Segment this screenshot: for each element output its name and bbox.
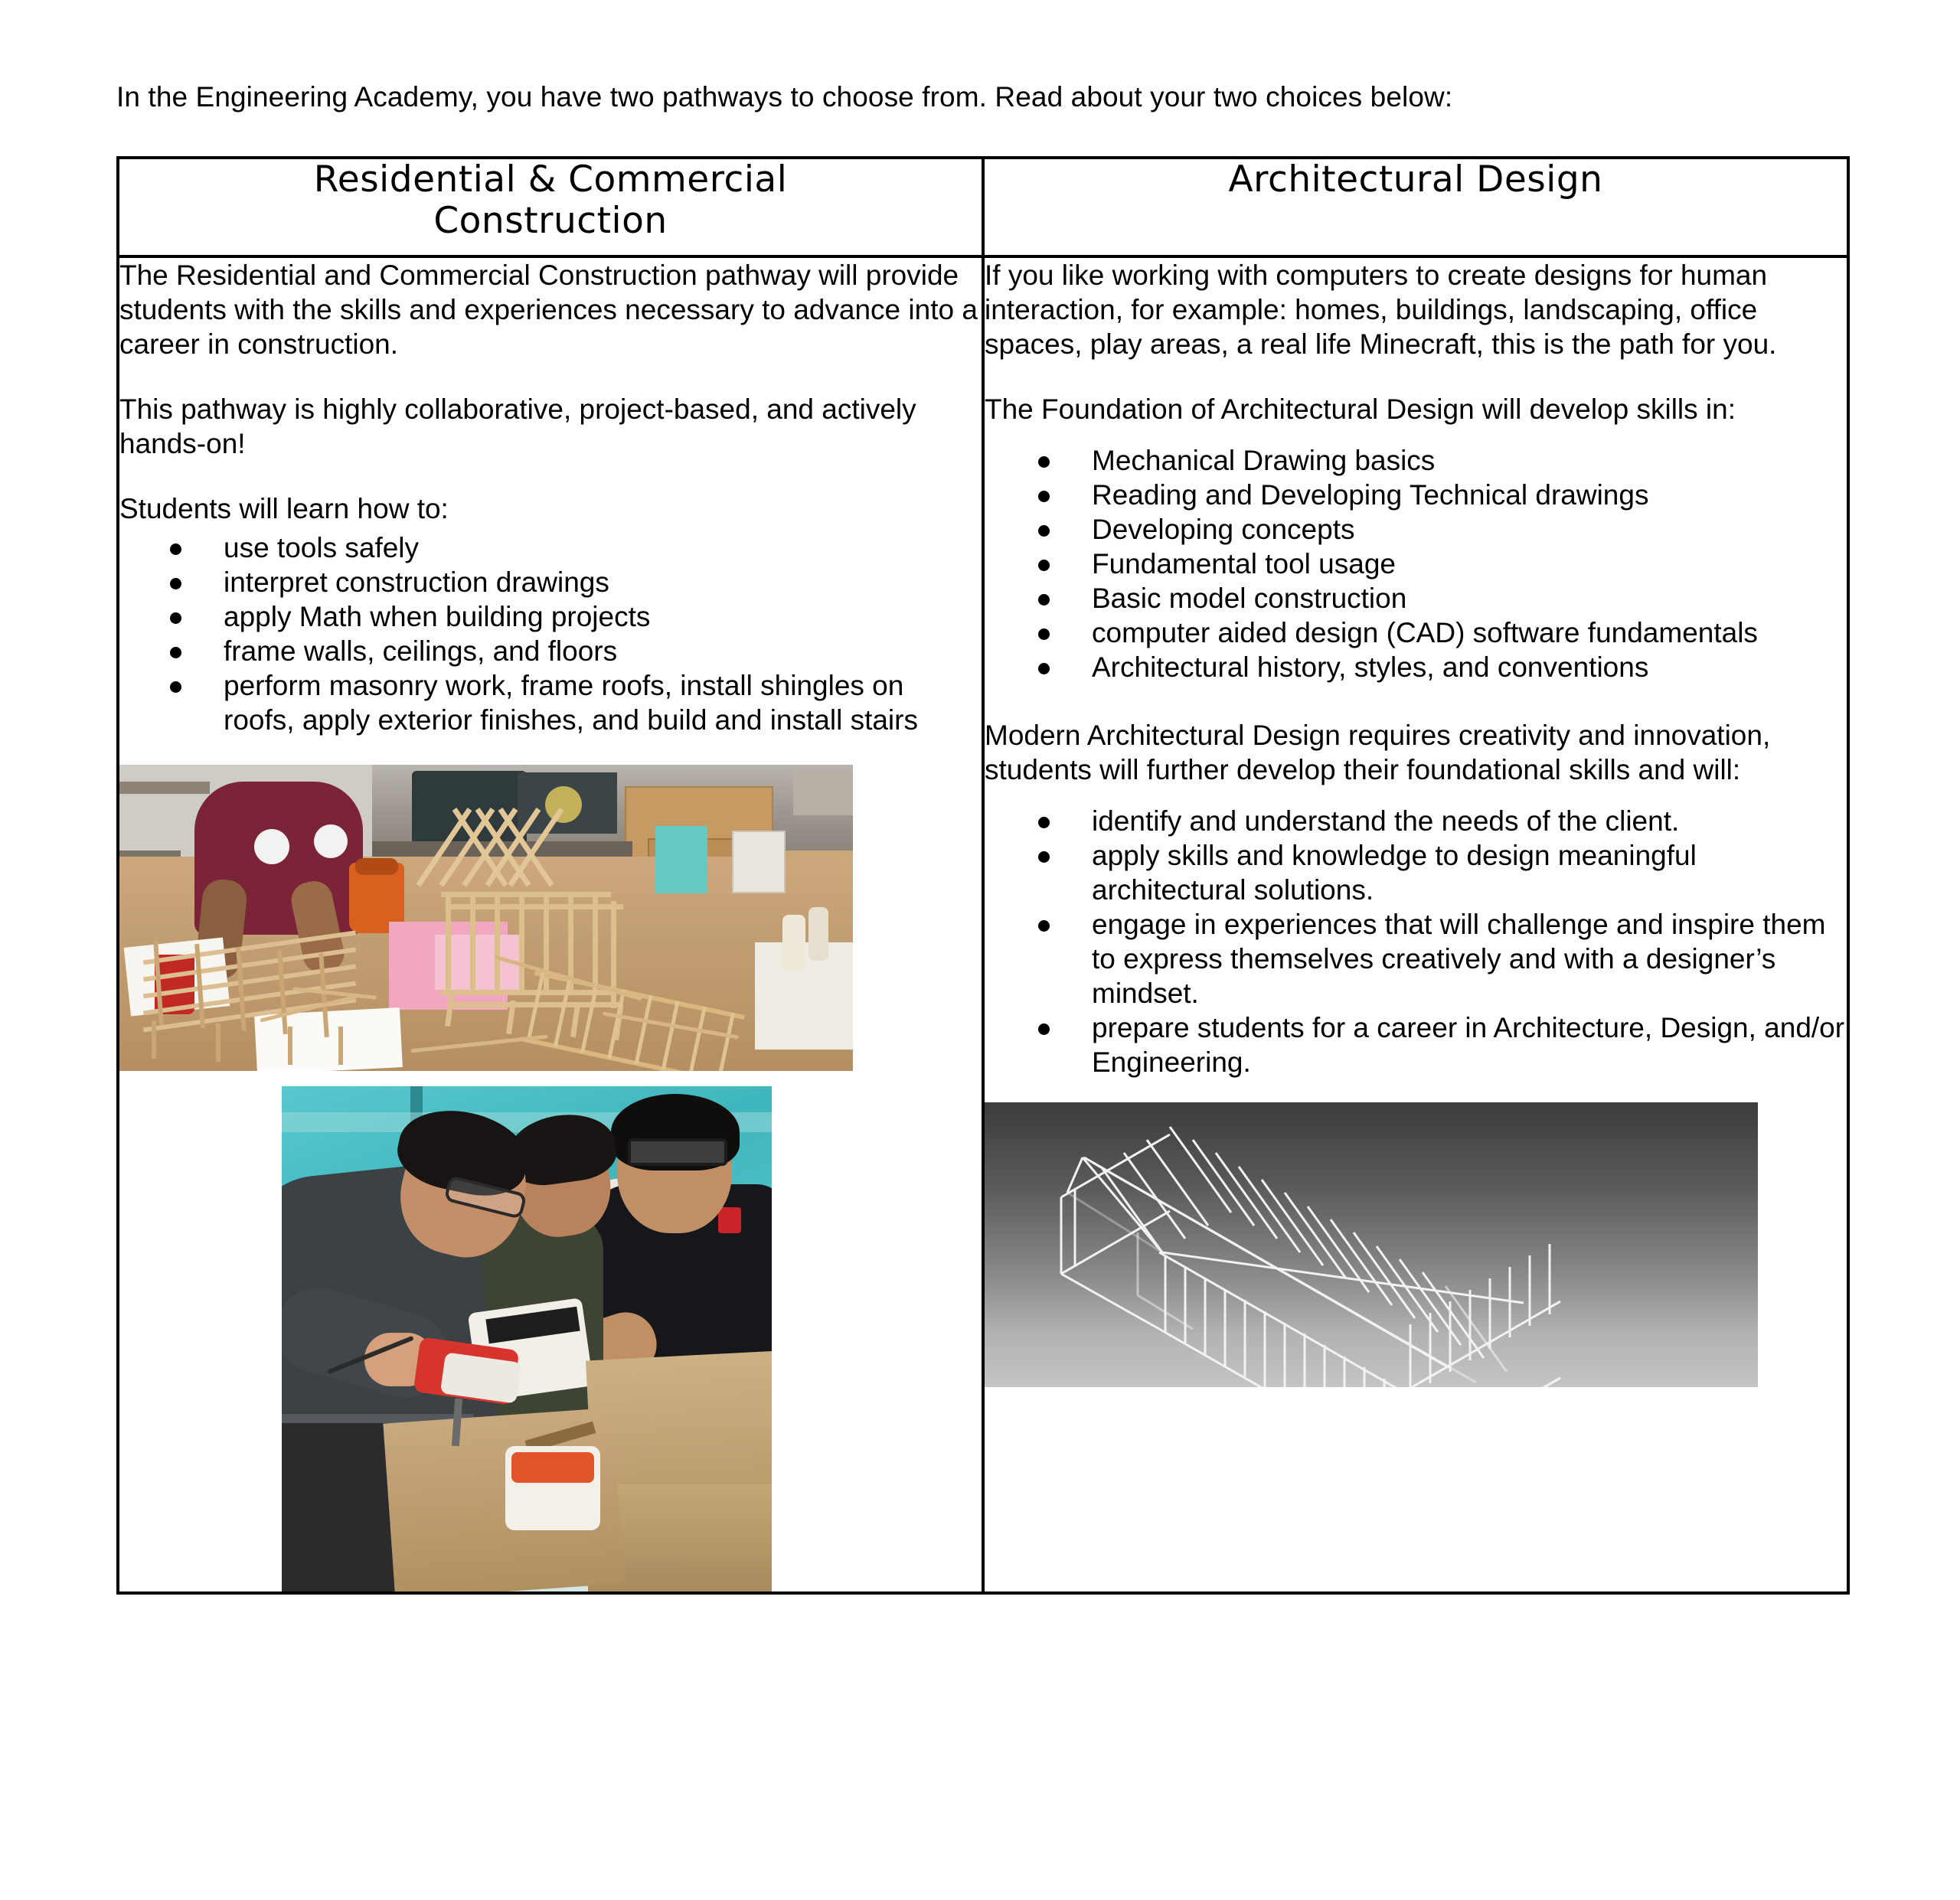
- bullet-dot-icon: [170, 578, 181, 589]
- list-item: [1032, 443, 1847, 478]
- table-body-row: [118, 256, 1848, 1593]
- bullet-dot-icon: [1038, 628, 1050, 640]
- cad-wireframe-svg: [985, 1102, 1758, 1387]
- bullet-text: interpret construction drawings: [224, 566, 609, 598]
- photo-shop-vac-lid: [355, 858, 398, 875]
- header-construction-line1: Residential & Commercial: [313, 158, 788, 201]
- architectural-modern-bullet-list: [1032, 804, 1847, 1079]
- bullet-dot-icon: [1038, 560, 1050, 571]
- photo-shirt-logo-right: [314, 824, 348, 858]
- bullet-dot-icon: [1038, 851, 1050, 863]
- bullet-text: computer aided design (CAD) software fundamentals: [1092, 617, 1758, 648]
- list-item: [164, 565, 982, 599]
- list-item: [1032, 650, 1847, 684]
- list-item: [1032, 907, 1847, 1010]
- spacer: [985, 684, 1847, 718]
- photo-paint-bucket: [732, 831, 786, 893]
- architectural-paragraph-2: The Foundation of Architectural Design will develop skills in:: [985, 393, 1736, 425]
- bullet-dot-icon: [1038, 491, 1050, 502]
- construction-paragraph-3: Students will learn how to:: [119, 493, 449, 524]
- header-cell-construction: [118, 158, 983, 256]
- bullet-dot-icon: [170, 647, 181, 658]
- bullet-dot-icon: [1038, 817, 1050, 828]
- list-item: [1032, 512, 1847, 547]
- architectural-paragraph-3: Modern Architectural Design requires creativity and innovation, students will further develop their foundational skills and will:: [985, 720, 1771, 785]
- pathways-comparison-table: [116, 156, 1850, 1595]
- construction-paragraph-1: The Residential and Commercial Construction pathway will provide students with the skills and experiences necessary to advance into a career in construction.: [119, 260, 978, 360]
- bullet-dot-icon: [170, 681, 181, 693]
- workshop-balsa-framing-models-photo: [119, 765, 853, 1071]
- table-header-row: [118, 158, 1848, 256]
- bullet-dot-icon: [170, 612, 181, 624]
- list-item: [1032, 478, 1847, 512]
- bullet-dot-icon: [1038, 456, 1050, 468]
- construction-paragraph-2: This pathway is highly collaborative, project-based, and actively hands-on!: [119, 393, 916, 459]
- header-cell-architectural: [983, 158, 1848, 256]
- bullet-text: use tools safely: [224, 532, 420, 563]
- header-architectural-line1: Architectural Design: [1228, 158, 1603, 201]
- list-item: [164, 530, 982, 565]
- bullet-text: perform masonry work, frame roofs, install shingles on roofs, apply exterior finishes, and build and install stairs: [224, 670, 918, 736]
- list-item: [1032, 1010, 1847, 1079]
- photo-shelf: [119, 782, 210, 794]
- list-item: [164, 668, 982, 737]
- photo-shop-cart: [793, 769, 853, 815]
- bullet-text: engage in experiences that will challenge and inspire them to express themselves creatively and with a designer’s mindset.: [1092, 909, 1826, 1009]
- list-item: [1032, 838, 1847, 907]
- photo-work-gloves-orange-band: [511, 1452, 594, 1483]
- bullet-text: Fundamental tool usage: [1092, 548, 1396, 579]
- bullet-text: apply Math when building projects: [224, 601, 651, 632]
- students-drilling-lumber-photo: [282, 1086, 772, 1591]
- bullet-text: Mechanical Drawing basics: [1092, 445, 1436, 476]
- construction-bullet-list: [164, 530, 982, 737]
- bullet-dot-icon: [1038, 920, 1050, 932]
- list-item: [164, 599, 982, 634]
- bullet-text: apply skills and knowledge to design meaningful architectural solutions.: [1092, 840, 1697, 906]
- architectural-paragraph-1: If you like working with computers to create designs for human interaction, for example: homes, buildings, landscaping, office spaces, play areas, a real life Minecraft, this is the path for you.: [985, 260, 1777, 360]
- bullet-text: Reading and Developing Technical drawings: [1092, 479, 1649, 511]
- photo-glue-bottle: [782, 915, 805, 971]
- photo-student-three-shirt-logo: [718, 1207, 741, 1233]
- bullet-dot-icon: [170, 544, 181, 555]
- body-cell-architectural: [983, 256, 1848, 1593]
- bullet-text: Architectural history, styles, and conventions: [1092, 651, 1649, 683]
- header-construction-line2: Construction: [433, 200, 668, 242]
- list-item: [1032, 547, 1847, 581]
- bullet-text: Developing concepts: [1092, 514, 1355, 545]
- bullet-text: identify and understand the needs of the client.: [1092, 805, 1680, 837]
- body-cell-construction: [118, 256, 983, 1593]
- bullet-text: frame walls, ceilings, and floors: [224, 635, 618, 667]
- photo-shirt-logo-left: [254, 829, 289, 864]
- list-item: [1032, 804, 1847, 838]
- architectural-foundation-bullet-list: [1032, 443, 1847, 684]
- intro-text: In the Engineering Academy, you have two pathways to choose from. Read about your two choices below:: [116, 81, 1453, 113]
- bullet-dot-icon: [1038, 1023, 1050, 1035]
- photo-student-three-safety-glasses: [628, 1138, 727, 1166]
- list-item: [164, 634, 982, 668]
- bullet-dot-icon: [1038, 663, 1050, 674]
- list-item: [1032, 615, 1847, 650]
- photo-glue-bottle-second: [808, 907, 828, 961]
- bullet-dot-icon: [1038, 594, 1050, 606]
- bullet-dot-icon: [1038, 525, 1050, 537]
- bullet-text: Basic model construction: [1092, 583, 1407, 614]
- cad-wireframe-wall-framing-render: [985, 1102, 1758, 1387]
- list-item: [1032, 581, 1847, 615]
- bullet-text: prepare students for a career in Architecture, Design, and/or Engineering.: [1092, 1012, 1845, 1078]
